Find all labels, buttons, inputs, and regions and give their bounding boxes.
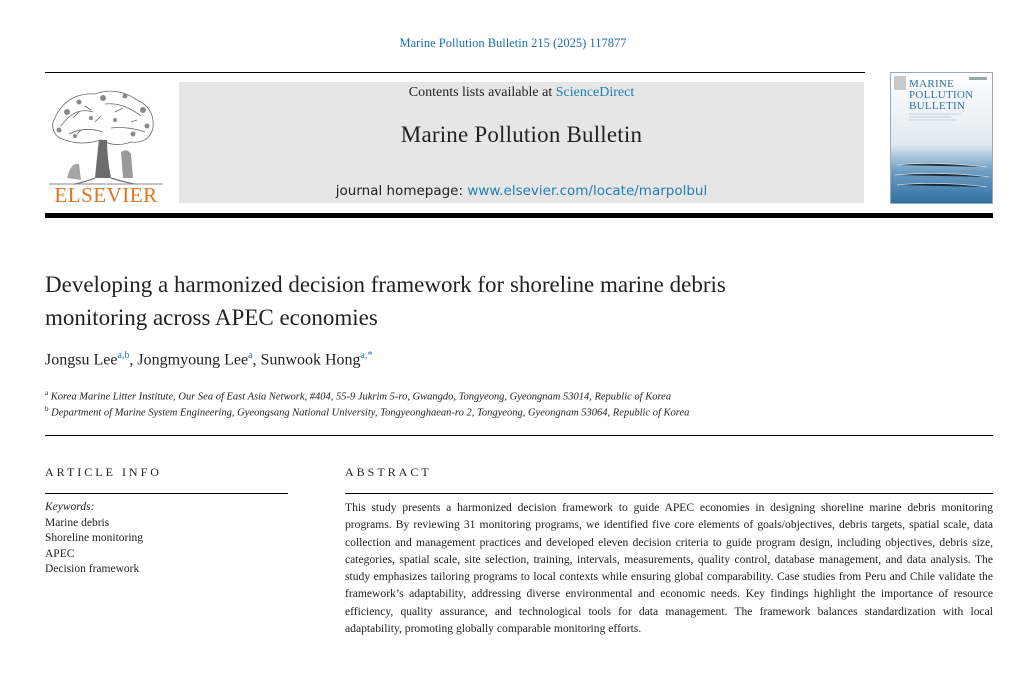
affiliation-marker: a <box>45 389 49 397</box>
header-thick-divider <box>45 213 993 218</box>
affiliation-a <box>45 389 671 403</box>
author-name[interactable]: Sunwook Hong <box>260 351 361 369</box>
author-affil-sup[interactable]: a,* <box>360 350 373 361</box>
sciencedirect-link[interactable]: ScienceDirect <box>555 85 635 100</box>
journal-citation[interactable]: Marine Pollution Bulletin 215 (2025) 117877 <box>399 36 627 50</box>
journal-title[interactable]: Marine Pollution Bulletin <box>400 122 643 147</box>
homepage-link[interactable]: www.elsevier.com/locate/marpolbul <box>467 183 708 199</box>
abstract-heading: ABSTRACT <box>345 465 432 479</box>
affiliation-text: Department of Marine System Engineering, Gyeongsang National University, Tongyeonghaean-ro 2, Tongyeong, Gyeongnam 53064, Republic of Korea <box>51 407 690 419</box>
cover-title-line-2: POLLUTION <box>909 89 974 101</box>
author-affil-sup[interactable]: a,b <box>117 350 130 361</box>
keyword-item: Decision framework <box>45 563 140 576</box>
author-name[interactable]: Jongmyoung Lee <box>137 351 249 369</box>
article-title <box>45 268 945 334</box>
author-affil-sup[interactable]: a <box>248 350 253 361</box>
author-separator: , <box>252 351 261 369</box>
affiliation-b <box>45 405 689 419</box>
article-title-line-2: monitoring across APEC economies <box>45 305 378 330</box>
author-list <box>45 350 372 369</box>
abstract-text: This study presents a harmonized decision framework to guide APEC economies in designing shoreline marine debris monitoring programs. By reviewing 31 monitoring programs, we identified five core elements of goals/objectives, debris targets, spatial scale, data collection and management practices and developed eleven decision criteria to guide program design, including objectives, debris size, categories, spatial scale, site selection, training, intervals, measurements, quality control, database management, and data analysis. The study emphasizes tailoring programs to local contexts while ensuring global comparability. Case studies from Peru and Chile validate the framework’s adaptability, addressing diverse environmental and economic needs. Key findings highlight the importance of resource efficiency, quality assurance, and technological tools for data management. The framework balances standardization with local adaptability, promoting globally comparable monitoring efforts. <box>345 501 993 636</box>
journal-banner <box>179 82 864 203</box>
elsevier-logo[interactable] <box>45 82 167 204</box>
keyword-item: Shoreline monitoring <box>45 532 144 545</box>
author-separator: , <box>129 351 138 369</box>
top-divider <box>45 72 865 73</box>
affiliation-marker: b <box>45 405 49 413</box>
keywords-label: Keywords: <box>45 501 95 513</box>
section-divider <box>45 435 993 436</box>
homepage-prefix: journal homepage: <box>335 183 468 199</box>
author-name[interactable]: Jongsu Lee <box>45 351 118 369</box>
journal-cover-image <box>891 73 992 203</box>
cover-title-line-3: BULLETIN <box>909 100 966 112</box>
affiliation-text: Korea Marine Litter Institute, Our Sea of East Asia Network, #404, 55-9 Jukrim 5-ro, Gwangdo, Tongyeong, Gyeongnam 53014, Republic of Korea <box>50 391 672 403</box>
cover-title-line-1: MARINE <box>909 78 955 90</box>
keyword-item: Marine debris <box>45 516 110 529</box>
contents-availability <box>179 85 864 101</box>
abstract-rule <box>345 493 993 494</box>
keyword-item: APEC <box>45 547 75 560</box>
journal-homepage <box>179 183 864 199</box>
keywords-block <box>45 500 143 578</box>
journal-cover[interactable] <box>890 72 993 204</box>
article-info-heading: ARTICLE INFO <box>45 465 162 479</box>
article-title-line-1: Developing a harmonized decision framework for shoreline marine debris <box>45 272 726 297</box>
elsevier-tree-icon <box>45 82 167 204</box>
svg-text:ELSEVIER: ELSEVIER <box>54 183 158 204</box>
article-info-rule <box>45 493 288 494</box>
contents-prefix: Contents lists available at <box>408 85 556 100</box>
